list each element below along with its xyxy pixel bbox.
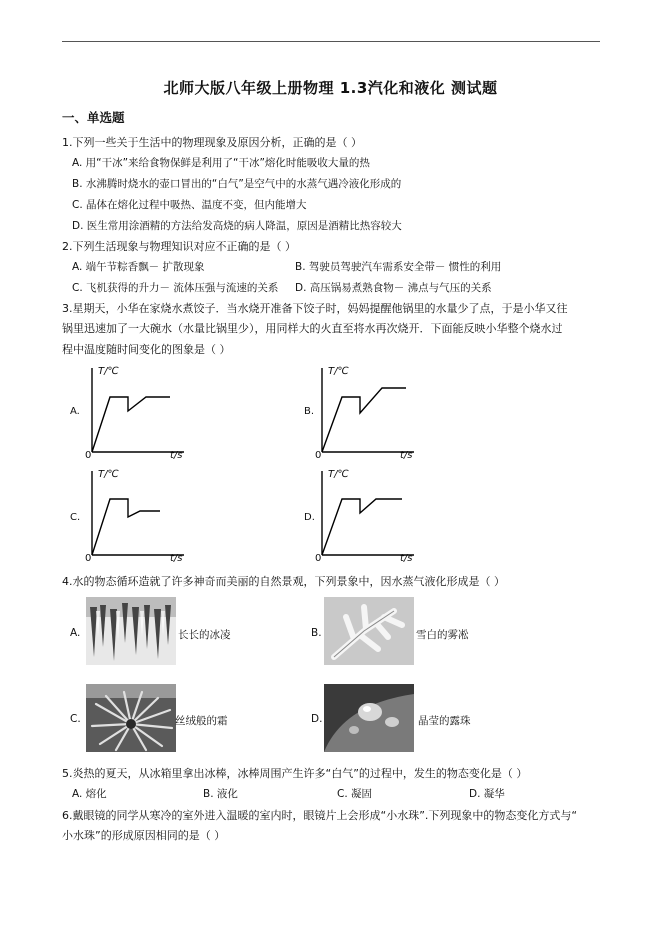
q4-option-a-caption: 长长的冰凌 — [178, 629, 231, 641]
q3-graph-b-xlabel: t/s — [400, 450, 413, 461]
q2-option-d[interactable]: D. 高压锅易煮熟食物－ 沸点与气压的关系 — [295, 282, 492, 294]
q3-graph-c[interactable] — [88, 467, 188, 567]
q5-option-b[interactable]: B. 液化 — [203, 788, 238, 800]
q3-graph-b-label[interactable]: B. — [304, 406, 315, 417]
section-heading: 一、单选题 — [62, 110, 125, 125]
q6-stem-line-1: 6.戴眼镜的同学从寒冷的室外进入温暖的室内时，眼镜片上会形成“小水珠”.下列现象中的物态变化方式与“ — [62, 809, 578, 822]
q5-option-d[interactable]: D. 凝华 — [469, 788, 505, 800]
q4-option-c-caption: 丝绒般的霜 — [175, 715, 228, 727]
q3-stem-line-2: 锅里迅速加了一大碗水（水量比锅里少），用同样大的火直至将水再次烧开．下面能反映小华整个烧水过 — [62, 322, 563, 335]
rime-photo-icon — [324, 597, 414, 665]
q3-graph-d-origin: 0 — [315, 553, 322, 564]
q5-option-c[interactable]: C. 凝固 — [337, 788, 373, 800]
q3-graph-b[interactable] — [318, 364, 418, 464]
q4-option-c-label[interactable]: C. — [70, 713, 81, 725]
q4-option-d-caption: 晶莹的露珠 — [418, 715, 471, 727]
q3-graph-a[interactable] — [88, 364, 188, 464]
q3-graph-c-label[interactable]: C. — [70, 512, 81, 523]
q2-option-a[interactable]: A. 端午节粽香飘－ 扩散现象 — [72, 261, 205, 273]
q3-graph-c-ylabel: T/℃ — [98, 469, 119, 480]
q4-option-a-label[interactable]: A. — [70, 627, 81, 639]
q3-graph-a-ylabel: T/℃ — [98, 366, 119, 377]
q3-graph-a-origin: 0 — [85, 450, 92, 461]
q3-graph-a-label[interactable]: A. — [70, 406, 80, 417]
dew-photo-icon — [324, 684, 414, 752]
q4-stem: 4.水的物态循环造就了许多神奇而美丽的自然景观，下列景象中，因水蒸气液化形成是（ ） — [62, 575, 505, 588]
q3-stem-line-1: 3.星期天，小华在家烧水煮饺子．当水烧开准备下饺子时，妈妈提醒他锅里的水量少了点，于是小华又往 — [62, 302, 568, 315]
q3-graph-d-xlabel: t/s — [400, 553, 413, 564]
q3-graph-d[interactable] — [318, 467, 418, 567]
q2-stem: 2.下列生活现象与物理知识对应不正确的是（ ） — [62, 240, 296, 253]
q4-option-d-label[interactable]: D. — [311, 713, 323, 725]
q1-option-a[interactable]: A. 用“干冰”来给食物保鲜是利用了“干冰”熔化时能吸收大量的热 — [72, 157, 370, 169]
q4-option-b-caption: 雪白的雾凇 — [416, 629, 469, 641]
q5-option-a[interactable]: A. 熔化 — [72, 788, 107, 800]
q3-graph-b-origin: 0 — [315, 450, 322, 461]
page-title: 北师大版八年级上册物理 1.3汽化和液化 测试题 — [163, 79, 498, 97]
q1-option-c[interactable]: C. 晶体在熔化过程中吸热、温度不变，但内能增大 — [72, 199, 307, 211]
q1-option-d[interactable]: D. 医生常用涂酒精的方法给发高烧的病人降温，原因是酒精比热容较大 — [72, 220, 402, 232]
q1-option-b[interactable]: B. 水沸腾时烧水的壶口冒出的“白气”是空气中的水蒸气遇冷液化形成的 — [72, 178, 402, 190]
q3-graph-c-origin: 0 — [85, 553, 92, 564]
q3-graph-c-xlabel: t/s — [170, 553, 183, 564]
q3-graph-d-label[interactable]: D. — [304, 512, 315, 523]
q3-graph-b-ylabel: T/℃ — [328, 366, 349, 377]
frost-photo-icon — [86, 684, 176, 752]
q3-stem-line-3: 程中温度随时间变化的图象是（ ） — [62, 343, 231, 356]
q3-graph-a-xlabel: t/s — [170, 450, 183, 461]
q5-stem: 5.炎热的夏天，从冰箱里拿出冰棒，冰棒周围产生许多“白气”的过程中，发生的物态变化是（ ） — [62, 767, 528, 780]
q3-graph-d-ylabel: T/℃ — [328, 469, 349, 480]
icicle-photo-icon — [86, 597, 176, 665]
q2-option-c[interactable]: C. 飞机获得的升力－ 流体压强与流速的关系 — [72, 282, 279, 294]
header-rule — [62, 41, 600, 42]
q2-option-b[interactable]: B. 驾驶员驾驶汽车需系安全带－ 惯性的利用 — [295, 261, 502, 273]
q1-stem: 1.下列一些关于生活中的物理现象及原因分析，正确的是（ ） — [62, 136, 362, 149]
q6-stem-line-2: 小水珠”的形成原因相同的是（ ） — [62, 829, 226, 842]
q4-option-b-label[interactable]: B. — [311, 627, 322, 639]
